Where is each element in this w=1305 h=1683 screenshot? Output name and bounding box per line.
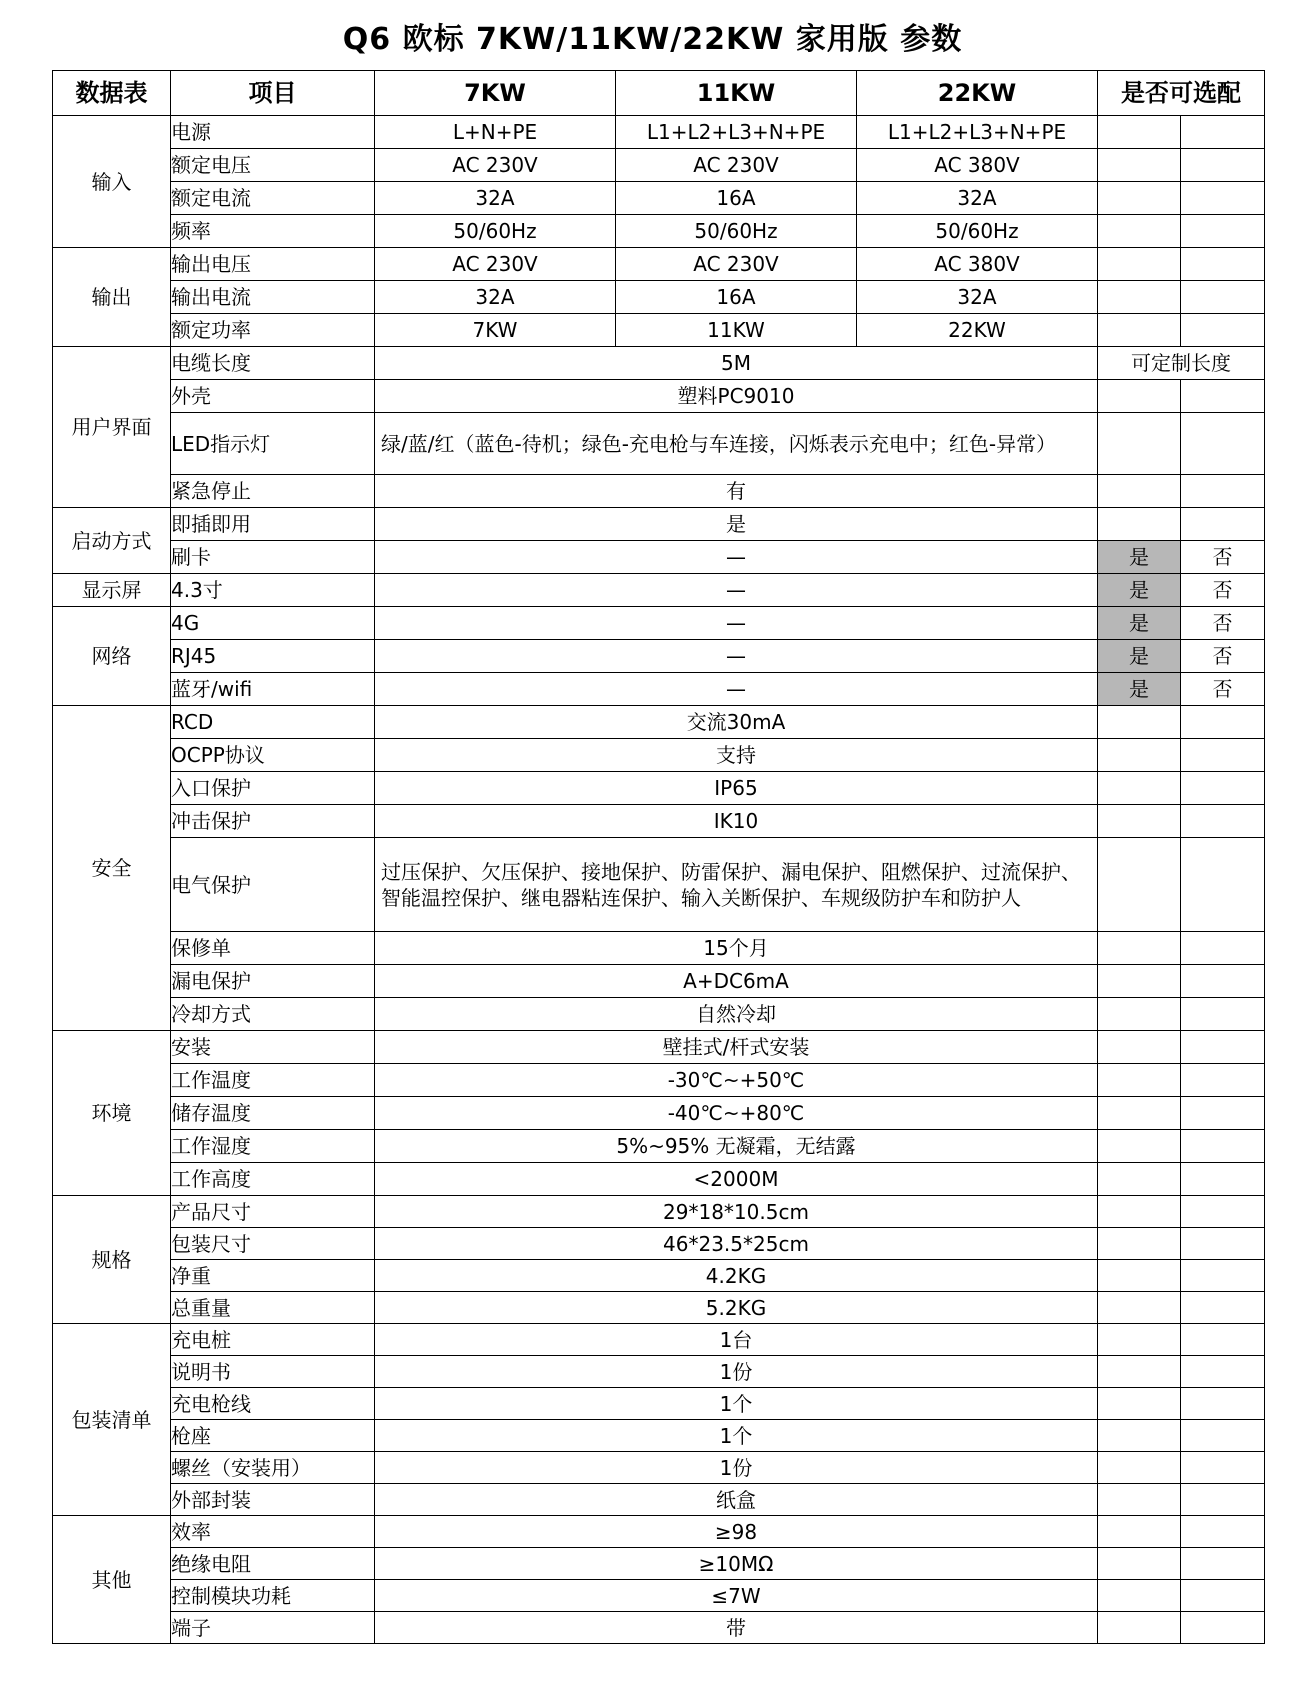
item-cell: 充电枪线 [171,1388,375,1420]
optional-empty-cell [1181,475,1265,508]
optional-empty-cell [1098,149,1181,182]
optional-empty-cell [1181,1064,1265,1097]
table-row [53,508,1265,541]
optional-empty-cell [1181,772,1265,805]
optional-empty-cell [1098,838,1181,932]
item-cell: 外部封装 [171,1484,375,1516]
value-cell: -40℃~+80℃ [375,1097,1098,1130]
table-row [53,706,1265,739]
optional-empty-cell [1098,739,1181,772]
item-cell: 频率 [171,215,375,248]
table-row [53,1612,1265,1644]
optional-no-cell: 否 [1181,541,1265,574]
value-cell: 5.2KG [375,1292,1098,1324]
category-cell: 显示屏 [53,574,171,607]
table-row [53,640,1265,673]
value-cell: 支持 [375,739,1098,772]
item-cell: 储存温度 [171,1097,375,1130]
optional-empty-cell [1181,1163,1265,1196]
item-cell: 工作高度 [171,1163,375,1196]
value-cell: L+N+PE [375,116,616,149]
optional-empty-cell [1181,1484,1265,1516]
optional-empty-cell [1181,965,1265,998]
value-cell: — [375,640,1098,673]
value-cell: — [375,574,1098,607]
value-cell: 纸盒 [375,1484,1098,1516]
optional-empty-cell [1098,1260,1181,1292]
optional-empty-cell [1098,1420,1181,1452]
category-cell: 规格 [53,1196,171,1324]
table-row [53,1196,1265,1228]
value-cell: 29*18*10.5cm [375,1196,1098,1228]
optional-yes-cell: 是 [1098,673,1181,706]
table-row [53,772,1265,805]
item-cell: 产品尺寸 [171,1196,375,1228]
item-cell: 蓝牙/wifi [171,673,375,706]
value-cell: AC 230V [375,149,616,182]
optional-empty-cell [1181,1612,1265,1644]
category-cell: 输入 [53,116,171,248]
value-cell: AC 230V [375,248,616,281]
optional-empty-cell [1181,1548,1265,1580]
category-cell: 安全 [53,706,171,1031]
value-cell: 4.2KG [375,1260,1098,1292]
value-cell: AC 380V [857,248,1098,281]
value-cell: 1个 [375,1420,1098,1452]
header-item: 项目 [171,71,375,116]
optional-empty-cell [1098,1163,1181,1196]
optional-empty-cell [1181,932,1265,965]
table-row [53,673,1265,706]
page-title: Q6 欧标 7KW/11KW/22KW 家用版 参数 [342,22,963,57]
table-row [53,116,1265,149]
optional-empty-cell [1098,1484,1181,1516]
item-cell: RCD [171,706,375,739]
optional-empty-cell [1181,314,1265,347]
table-row [53,248,1265,281]
category-cell: 环境 [53,1031,171,1196]
value-cell: 塑料PC9010 [375,380,1098,413]
value-cell: 32A [857,182,1098,215]
table-row [53,1260,1265,1292]
optional-empty-cell [1098,1292,1181,1324]
item-cell: 安装 [171,1031,375,1064]
optional-empty-cell [1181,281,1265,314]
optional-empty-cell [1098,508,1181,541]
item-cell: 即插即用 [171,508,375,541]
header-22kw: 22KW [857,71,1098,116]
item-cell: 枪座 [171,1420,375,1452]
value-cell: AC 380V [857,149,1098,182]
table-row [53,805,1265,838]
table-row [53,149,1265,182]
header-7kw: 7KW [375,71,616,116]
item-cell: 工作湿度 [171,1130,375,1163]
value-cell: 16A [616,182,857,215]
category-cell: 输出 [53,248,171,347]
table-row [53,1163,1265,1196]
table-row [53,1292,1265,1324]
item-cell: 端子 [171,1612,375,1644]
optional-empty-cell [1181,1260,1265,1292]
table-row [53,413,1265,475]
value-cell: — [375,541,1098,574]
value-cell: 15个月 [375,932,1098,965]
optional-empty-cell [1181,149,1265,182]
table-row [53,1420,1265,1452]
table-row [53,314,1265,347]
value-cell: AC 230V [616,149,857,182]
value-cell: 7KW [375,314,616,347]
item-cell: 电气保护 [171,838,375,932]
optional-empty-cell [1098,413,1181,475]
value-cell: 1份 [375,1452,1098,1484]
optional-yes-cell: 是 [1098,541,1181,574]
optional-yes-cell: 是 [1098,574,1181,607]
value-cell: 32A [375,281,616,314]
table-row [53,607,1265,640]
item-cell: 输出电压 [171,248,375,281]
category-cell: 包装清单 [53,1324,171,1516]
optional-empty-cell [1181,706,1265,739]
table-row [53,965,1265,998]
optional-empty-cell [1181,1228,1265,1260]
optional-empty-cell [1098,215,1181,248]
optional-empty-cell [1098,1548,1181,1580]
optional-empty-cell [1181,805,1265,838]
category-cell: 用户界面 [53,347,171,508]
optional-empty-cell [1098,1031,1181,1064]
optional-empty-cell [1098,1356,1181,1388]
item-cell: 包装尺寸 [171,1228,375,1260]
item-cell: 刷卡 [171,541,375,574]
item-cell: RJ45 [171,640,375,673]
table-row [53,1130,1265,1163]
item-cell: 绝缘电阻 [171,1548,375,1580]
item-cell: 外壳 [171,380,375,413]
table-row [53,1580,1265,1612]
optional-empty-cell [1098,314,1181,347]
table-row [53,1228,1265,1260]
optional-empty-cell [1098,1130,1181,1163]
spec-table [52,70,1265,1644]
value-cell: ≤7W [375,1580,1098,1612]
table-row [53,739,1265,772]
optional-empty-cell [1098,1452,1181,1484]
optional-empty-cell [1181,1292,1265,1324]
value-cell: 1份 [375,1356,1098,1388]
optional-empty-cell [1098,248,1181,281]
optional-empty-cell [1181,1324,1265,1356]
optional-empty-cell [1181,838,1265,932]
item-cell: LED指示灯 [171,413,375,475]
table-row [53,475,1265,508]
optional-empty-cell [1098,475,1181,508]
item-cell: 工作温度 [171,1064,375,1097]
optional-yes-cell: 是 [1098,607,1181,640]
optional-no-cell: 否 [1181,574,1265,607]
header-row [53,71,1265,116]
table-row [53,541,1265,574]
optional-empty-cell [1098,1580,1181,1612]
optional-empty-cell [1098,1388,1181,1420]
value-cell: 自然冷却 [375,998,1098,1031]
optional-empty-cell [1181,413,1265,475]
value-cell: L1+L2+L3+N+PE [616,116,857,149]
item-cell: 冷却方式 [171,998,375,1031]
optional-empty-cell [1098,998,1181,1031]
optional-empty-cell [1098,380,1181,413]
item-cell: 输出电流 [171,281,375,314]
item-cell: 净重 [171,1260,375,1292]
optional-empty-cell [1181,1452,1265,1484]
value-cell: 有 [375,475,1098,508]
optional-no-cell: 否 [1181,673,1265,706]
category-cell: 启动方式 [53,508,171,574]
table-row [53,998,1265,1031]
header-11kw: 11KW [616,71,857,116]
value-cell: — [375,673,1098,706]
item-cell: 额定电流 [171,182,375,215]
value-cell: 1个 [375,1388,1098,1420]
optional-empty-cell [1098,1196,1181,1228]
value-cell: 壁挂式/杆式安装 [375,1031,1098,1064]
value-cell: ≥98 [375,1516,1098,1548]
table-row [53,1324,1265,1356]
value-cell: IP65 [375,772,1098,805]
optional-empty-cell [1098,182,1181,215]
table-row [53,380,1265,413]
optional-empty-cell [1098,1097,1181,1130]
item-cell: 电缆长度 [171,347,375,380]
optional-empty-cell [1181,380,1265,413]
table-row [53,574,1265,607]
value-cell: 交流30mA [375,706,1098,739]
item-cell: 充电桩 [171,1324,375,1356]
optional-empty-cell [1098,932,1181,965]
value-cell: — [375,607,1098,640]
table-row [53,182,1265,215]
value-cell: 是 [375,508,1098,541]
category-cell: 网络 [53,607,171,706]
optional-yes-cell: 是 [1098,640,1181,673]
value-cell: 5M [375,347,1098,380]
item-cell: 说明书 [171,1356,375,1388]
optional-empty-cell [1098,1064,1181,1097]
item-cell: 控制模块功耗 [171,1580,375,1612]
category-cell: 其他 [53,1516,171,1644]
table-row [53,1484,1265,1516]
value-cell: 50/60Hz [857,215,1098,248]
optional-no-cell: 否 [1181,607,1265,640]
item-cell: 保修单 [171,932,375,965]
optional-empty-cell [1181,1031,1265,1064]
table-row [53,1516,1265,1548]
optional-empty-cell [1181,1580,1265,1612]
value-cell: 50/60Hz [375,215,616,248]
item-cell: 冲击保护 [171,805,375,838]
header-sheet: 数据表 [53,71,171,116]
item-cell: 额定功率 [171,314,375,347]
optional-empty-cell [1181,1420,1265,1452]
value-cell: 绿/蓝/红（蓝色-待机；绿色-充电枪与车连接，闪烁表示充电中；红色-异常） [375,413,1098,475]
item-cell: 螺丝（安装用） [171,1452,375,1484]
value-cell: 11KW [616,314,857,347]
item-cell: 4.3寸 [171,574,375,607]
optional-empty-cell [1181,1097,1265,1130]
item-cell: 效率 [171,1516,375,1548]
table-row [53,1452,1265,1484]
item-cell: 4G [171,607,375,640]
table-row [53,1548,1265,1580]
header-optional: 是否可选配 [1098,71,1265,116]
optional-empty-cell [1181,215,1265,248]
table-row [53,1356,1265,1388]
optional-empty-cell [1181,1388,1265,1420]
value-cell: AC 230V [616,248,857,281]
value-cell: 32A [857,281,1098,314]
optional-empty-cell [1098,116,1181,149]
value-cell: 46*23.5*25cm [375,1228,1098,1260]
optional-empty-cell [1098,1228,1181,1260]
value-cell: 5%~95% 无凝霜，无结露 [375,1130,1098,1163]
optional-empty-cell [1098,281,1181,314]
item-cell: 总重量 [171,1292,375,1324]
item-cell: 电源 [171,116,375,149]
value-cell: 50/60Hz [616,215,857,248]
item-cell: 额定电压 [171,149,375,182]
item-cell: OCPP协议 [171,739,375,772]
table-row [53,281,1265,314]
optional-empty-cell [1181,182,1265,215]
item-cell: 入口保护 [171,772,375,805]
optional-empty-cell [1098,1612,1181,1644]
optional-empty-cell [1181,1356,1265,1388]
value-cell: <2000M [375,1163,1098,1196]
optional-empty-cell [1098,965,1181,998]
value-cell: 过压保护、欠压保护、接地保护、防雷保护、漏电保护、阻燃保护、过流保护、智能温控保护、继电器粘连保护、输入关断保护、车规级防护车和防护人 [375,838,1098,932]
table-row [53,838,1265,932]
optional-empty-cell [1181,508,1265,541]
item-cell: 紧急停止 [171,475,375,508]
optional-empty-cell [1098,1324,1181,1356]
optional-empty-cell [1098,706,1181,739]
optional-empty-cell [1181,1516,1265,1548]
optional-empty-cell [1098,772,1181,805]
value-cell: 22KW [857,314,1098,347]
value-cell: L1+L2+L3+N+PE [857,116,1098,149]
optional-empty-cell [1181,116,1265,149]
table-row [53,1064,1265,1097]
table-row [53,1031,1265,1064]
optional-empty-cell [1098,805,1181,838]
value-cell: ≥10MΩ [375,1548,1098,1580]
spec-body [53,116,1265,1644]
table-row [53,1097,1265,1130]
optional-empty-cell [1181,1130,1265,1163]
table-row [53,1388,1265,1420]
table-row [53,215,1265,248]
value-cell: -30℃~+50℃ [375,1064,1098,1097]
item-cell: 漏电保护 [171,965,375,998]
optional-empty-cell [1181,998,1265,1031]
table-row [53,932,1265,965]
optional-empty-cell [1181,739,1265,772]
value-cell: A+DC6mA [375,965,1098,998]
value-cell: IK10 [375,805,1098,838]
value-cell: 1台 [375,1324,1098,1356]
optional-note-cell: 可定制长度 [1098,347,1265,380]
optional-empty-cell [1181,1196,1265,1228]
value-cell: 16A [616,281,857,314]
table-row [53,347,1265,380]
optional-empty-cell [1181,248,1265,281]
optional-no-cell: 否 [1181,640,1265,673]
optional-empty-cell [1098,1516,1181,1548]
value-cell: 带 [375,1612,1098,1644]
value-cell: 32A [375,182,616,215]
